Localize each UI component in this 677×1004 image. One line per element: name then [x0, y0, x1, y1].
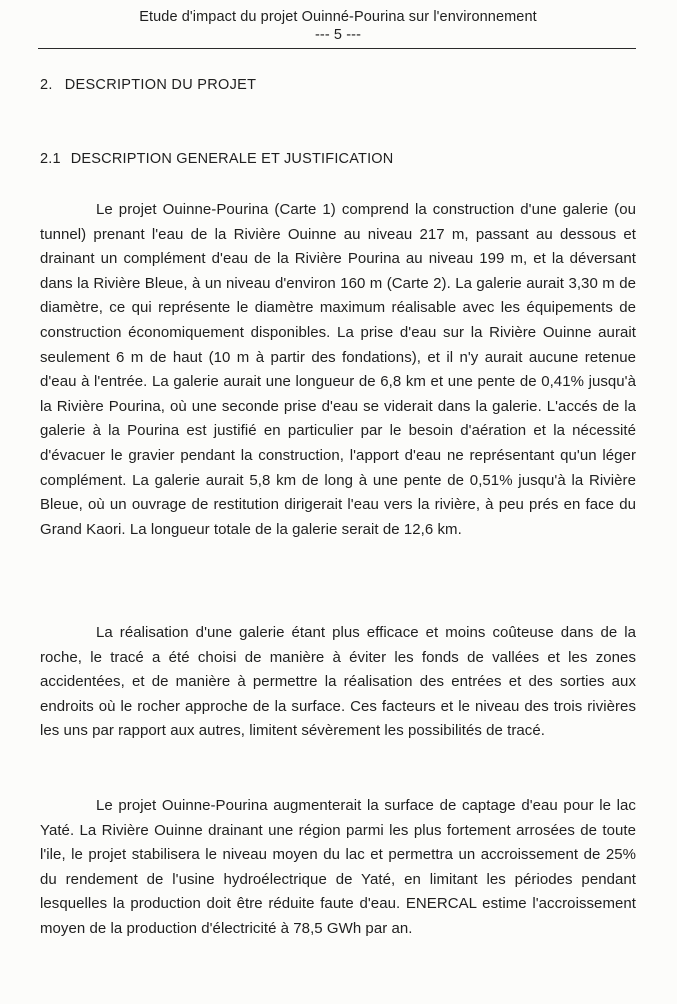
- page-header: [40, 8, 636, 44]
- section-number: 2.: [40, 77, 53, 93]
- paragraph-route-choice: La réalisation d'une galerie étant plus efficace et moins coûteuse dans de la roche, le tracé a été choisi de manière à éviter les fonds de vallées et les zones accidentées, et de manière à permettre la réalisation des entrées et des sorties aux endroits où le rocher approche de la surface. Ces facteurs et le niveau des trois rivières les uns par rapport aux autres, limitent sévèrement les possibilités de tracé.: [40, 624, 636, 740]
- subsection-heading: [40, 151, 393, 167]
- section-heading: [40, 77, 256, 93]
- subsection-title: DESCRIPTION GENERALE ET JUSTIFICATION: [70, 151, 394, 167]
- paragraph-project-description: Le projet Ouinne-Pourina (Carte 1) comprend la construction d'une galerie (ou tunnel) prenant l'eau de la Rivière Ouinne au niveau 217 m, passant au dessous et drainant un complément d'eau de la Rivière Pourina au niveau 199 m, et la déversant dans la Rivière Bleue, à un niveau d'environ 160 m (Carte 2). La galerie aurait 3,30 m de diamètre, ce qui représente le diamètre maximum réalisable avec les équipements de construction économiquement disponibles. La prise d'eau sur la Rivière Ouinne aurait seulement 6 m de haut (10 m à partir des fondations), et il n'y aurait aucune retenue d'eau à l'entrée. La galerie aurait une longueur de 6,8 km et une pente de 0,41% jusqu'à la Rivière Pourina, où une seconde prise d'eau se viderait dans la galerie. L'accés de la galerie à la Pourina est justifié en particulier par le besoin d'aération et la nécessité d'évacuer le gravier pendant la construction, l'apport d'eau ne représentant qu'un léger complément. La galerie aurait 5,8 km de long à une pente de 0,51% jusqu'à la Rivière Bleue, où un ouvrage de restitution dirigerait l'eau vers la rivière, à peu prés en face du Grand Kaori. La longueur totale de la galerie serait de 12,6 km.: [40, 201, 636, 538]
- header-title: Etude d'impact du projet Ouinné-Pourina sur l'environnement: [139, 9, 537, 25]
- header-divider: [38, 48, 636, 49]
- section-title: DESCRIPTION DU PROJET: [64, 77, 257, 93]
- paragraph-benefits: Le projet Ouinne-Pourina augmenterait la surface de captage d'eau pour le lac Yaté. La Rivière Ouinne drainant une région parmi les plus fortement arrosées de toute l'ile, le projet stabilisera le niveau moyen du lac et permettra un accroissement de 25% du rendement de l'usine hydroélectrique de Yaté, en limitant les périodes pendant lesquelles la production doit être réduite faute d'eau. ENERCAL estime l'accroissement moyen de la production d'électricité à 78,5 GWh par an.: [40, 797, 636, 937]
- page-number: --- 5 ---: [315, 27, 361, 43]
- subsection-number: 2.1: [40, 151, 61, 167]
